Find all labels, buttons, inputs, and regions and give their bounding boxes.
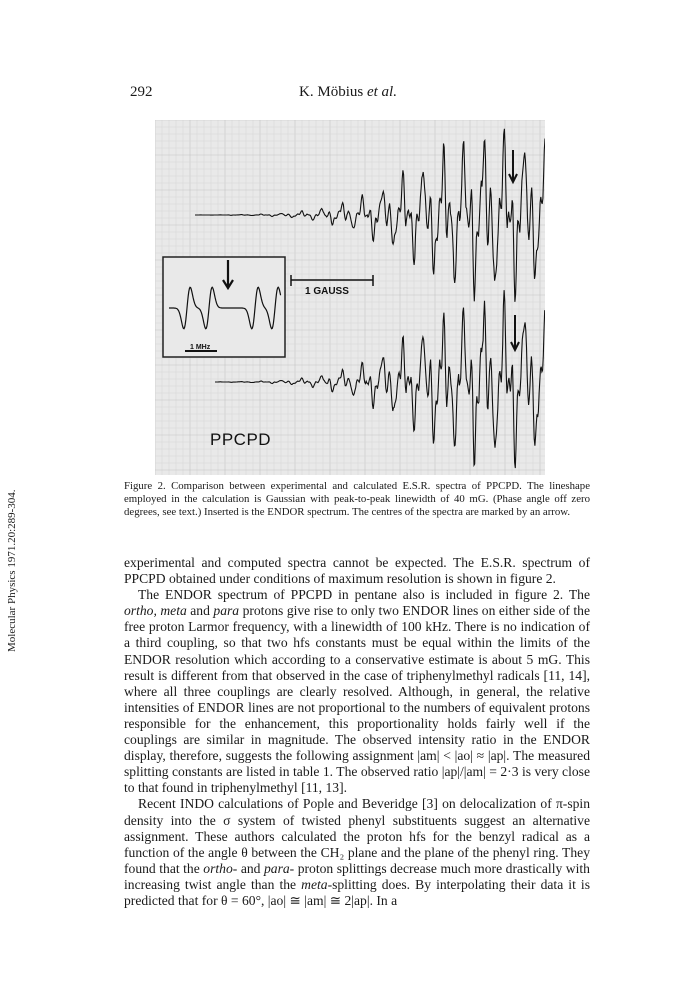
side-citation: Molecular Physics 1971.20:289-304. — [6, 489, 18, 652]
running-head — [0, 84, 696, 101]
p2-meta: meta — [160, 603, 187, 619]
esr-figure — [155, 120, 545, 475]
esr-spectra-plot — [155, 120, 545, 475]
p3-meta: meta- — [301, 876, 333, 892]
p2-text-b: protons give rise to only two ENDOR lines on either side of the free proton Larmor frequency, with a linewidth of 100 kHz. There is no indication of a third coupling, so that two hfs constants must be equal within the limits of the ENDOR resolution which according to a conservative estimate is about 5 mG. This result is different from that observed in the case of triphenylmethyl radicals [11, 14], where all three couplings are clearly resolved. Although, in general, the relative intensities of ENDOR lines are not proportional to the numbers of equivalent protons responsible for the enhancement, this proportionality holds fairly well if the couplings are similar in magnitude. The observed intensity ratio in the ENDOR display, therefore, suggests the following assignment |am| < |ao| ≈ |ap|. The measured splitting constants are listed in table 1. The observed ratio |ap|/|am| = 2·3 is very close to that found in triphenylmethyl [11, 13]. — [124, 603, 591, 796]
paragraph-2 — [124, 587, 590, 796]
p3-text-a: Recent INDO calculations of Pople and Beveridge [3] on delocalization of π-spin density into the σ system of twisted phenyl substituents suggest an alternative assignment. These authors calculated the proton hfs for the benzyl radical as a function of the angle θ between the CH₂ plane and the plane of the phenyl ring. They found that the — [124, 796, 590, 876]
paragraph-3 — [124, 796, 590, 909]
p2-and: and — [190, 603, 210, 619]
p2-ortho: ortho, — [124, 603, 157, 619]
p2-para: para — [213, 603, 240, 619]
page-number: 292 — [130, 84, 153, 100]
p3-text-c: splitting does. By interpolating their data it is predicted that for θ = 60°, |ao| ≅ |am| ≅ 2|ap|. In a — [124, 876, 591, 908]
sample-label: PPCPD — [210, 430, 272, 449]
gauss-scale-label: 1 GAUSS — [305, 286, 349, 297]
endor-inset-frame — [163, 257, 285, 357]
running-head-authors: K. Möbius — [299, 84, 364, 100]
body-text — [124, 555, 590, 909]
running-head-etal: et al. — [366, 84, 397, 100]
caption-label: Figure 2. — [124, 480, 166, 492]
p3-text-b: proton splittings decrease much more drastically with increasing twist angle than the — [124, 860, 590, 892]
paragraph-1: experimental and computed spectra cannot be expected. The E.S.R. spectrum of PPCPD obtained under conditions of maximum resolution is shown in figure 2. — [124, 555, 590, 587]
p3-and: and — [240, 860, 261, 876]
inset-scale-label: 1 MHz — [190, 344, 211, 351]
p2-text-a: The ENDOR spectrum of PPCPD in pentane also is included in figure 2. The — [138, 587, 590, 603]
p3-ortho: ortho- — [203, 860, 238, 876]
figure-caption — [124, 480, 590, 519]
p3-para: para- — [263, 860, 295, 876]
caption-text: Comparison between experimental and calculated E.S.R. spectra of PPCPD. The lineshape employed in the calculation is Gaussian with peak-to-peak linewidth of 40 mG. (Phase angle off zero degrees, see text.) Inserted is the ENDOR spectrum. The centres of the spectra are marked by an arrow. — [124, 480, 590, 518]
